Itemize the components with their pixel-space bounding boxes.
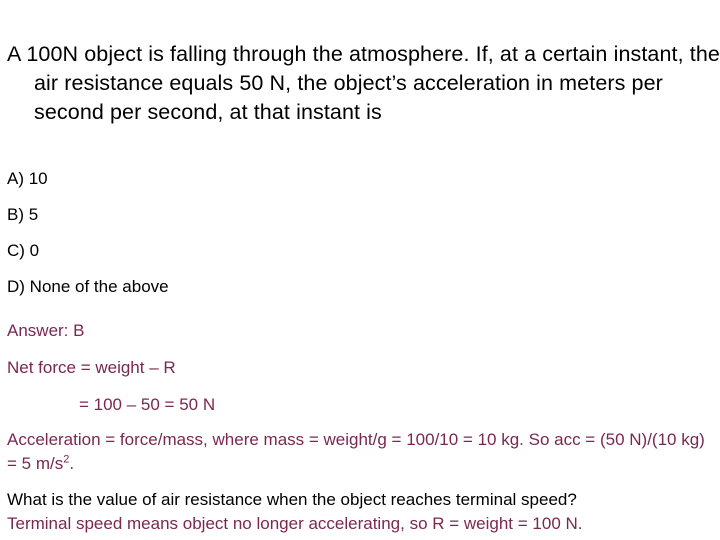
acceleration-period: . [69,454,75,473]
terminal-speed-answer: Terminal speed means object no longer accelerating, so R = weight = 100 N. [7,514,583,533]
option-c: C) 0 [7,241,40,260]
option-d: D) None of the above [7,277,169,296]
acceleration-text: Acceleration = force/mass, where mass = weight/g = 100/10 = 10 kg. So acc = (50 N)/(10 kg) = 5 m/s [7,430,705,473]
acceleration-explanation [7,428,712,476]
option-a: A) 10 [7,169,48,188]
net-force-formula: Net force = weight – R [7,358,176,377]
acceleration-exponent: 2 [63,453,70,466]
option-b: B) 5 [7,205,39,224]
terminal-speed-question: What is the value of air resistance when the object reaches terminal speed? [7,490,577,509]
net-force-calculation: = 100 – 50 = 50 N [79,395,216,414]
question-text: A 100N object is falling through the atmosphere. If, at a certain instant, the air resistance equals 50 N, the object’s acceleration in meters per second per second, at that instant is [7,42,720,124]
terminal-speed-block [7,488,717,536]
answer-label: Answer: B [7,321,85,340]
